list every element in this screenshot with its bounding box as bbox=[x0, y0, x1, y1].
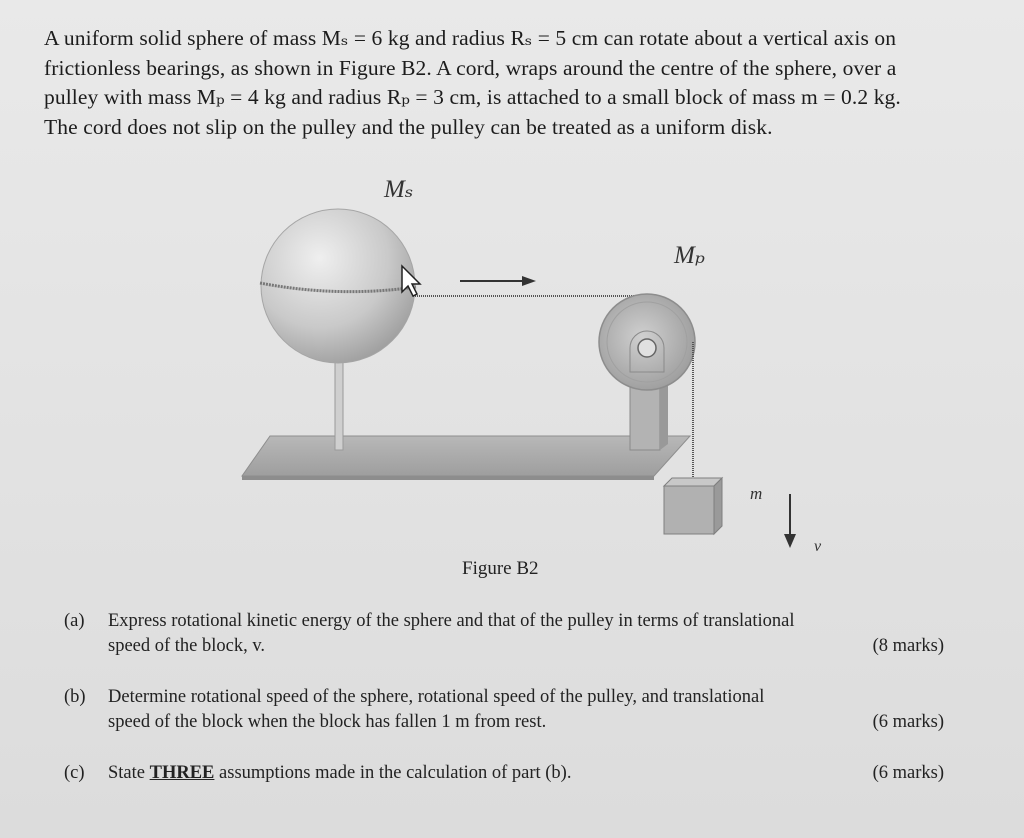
question-number: (c) bbox=[64, 763, 85, 783]
question-emphasis: THREE bbox=[149, 763, 215, 783]
sphere-mass-label: Mₛ bbox=[384, 176, 414, 203]
statement-line-4: The cord does not slip on the pulley and the pulley can be treated as a uniform disk. bbox=[44, 114, 773, 139]
statement-line-2: frictionless bearings, as shown in Figure B2. A cord, wraps around the centre of the sphere, over a bbox=[44, 55, 897, 80]
question-text-prefix: State bbox=[108, 763, 145, 783]
question-number: (a) bbox=[64, 611, 85, 631]
question-a bbox=[64, 609, 944, 659]
question-text-line-1: Express rotational kinetic energy of the sphere and that of the pulley in terms of translational bbox=[108, 611, 795, 631]
pulley-mass-label: Mₚ bbox=[674, 242, 705, 269]
statement-line-1: A uniform solid sphere of mass Mₛ = 6 kg and radius Rₛ = 5 cm can rotate about a vertical axis on bbox=[44, 26, 897, 50]
question-b bbox=[64, 685, 944, 735]
question-text-line-1: Determine rotational speed of the sphere, rotational speed of the pulley, and translational bbox=[108, 687, 765, 707]
figure-caption: Figure B2 bbox=[462, 558, 539, 579]
problem-statement bbox=[44, 24, 984, 142]
question-marks: (8 marks) bbox=[872, 636, 944, 656]
hanging-block bbox=[664, 486, 714, 534]
velocity-label: v bbox=[814, 538, 822, 555]
base-platform bbox=[242, 436, 690, 476]
question-text-line-2: speed of the block, v. bbox=[108, 636, 266, 656]
question-c bbox=[64, 761, 944, 786]
block-mass-label: m bbox=[750, 484, 763, 503]
figure-drawing bbox=[230, 172, 850, 572]
question-number: (b) bbox=[64, 687, 86, 707]
question-text-line-2: speed of the block when the block has fallen 1 m from rest. bbox=[108, 712, 547, 732]
question-marks: (6 marks) bbox=[872, 763, 944, 783]
question-text-suffix: assumptions made in the calculation of part (b). bbox=[219, 763, 572, 783]
statement-line-3: pulley with mass Mₚ = 4 kg and radius Rₚ = 3 cm, is attached to a small block of mass m = 0.2 kg. bbox=[44, 85, 901, 109]
figure-b2 bbox=[230, 172, 850, 592]
pulley-axle bbox=[638, 339, 656, 357]
question-marks: (6 marks) bbox=[872, 712, 944, 732]
